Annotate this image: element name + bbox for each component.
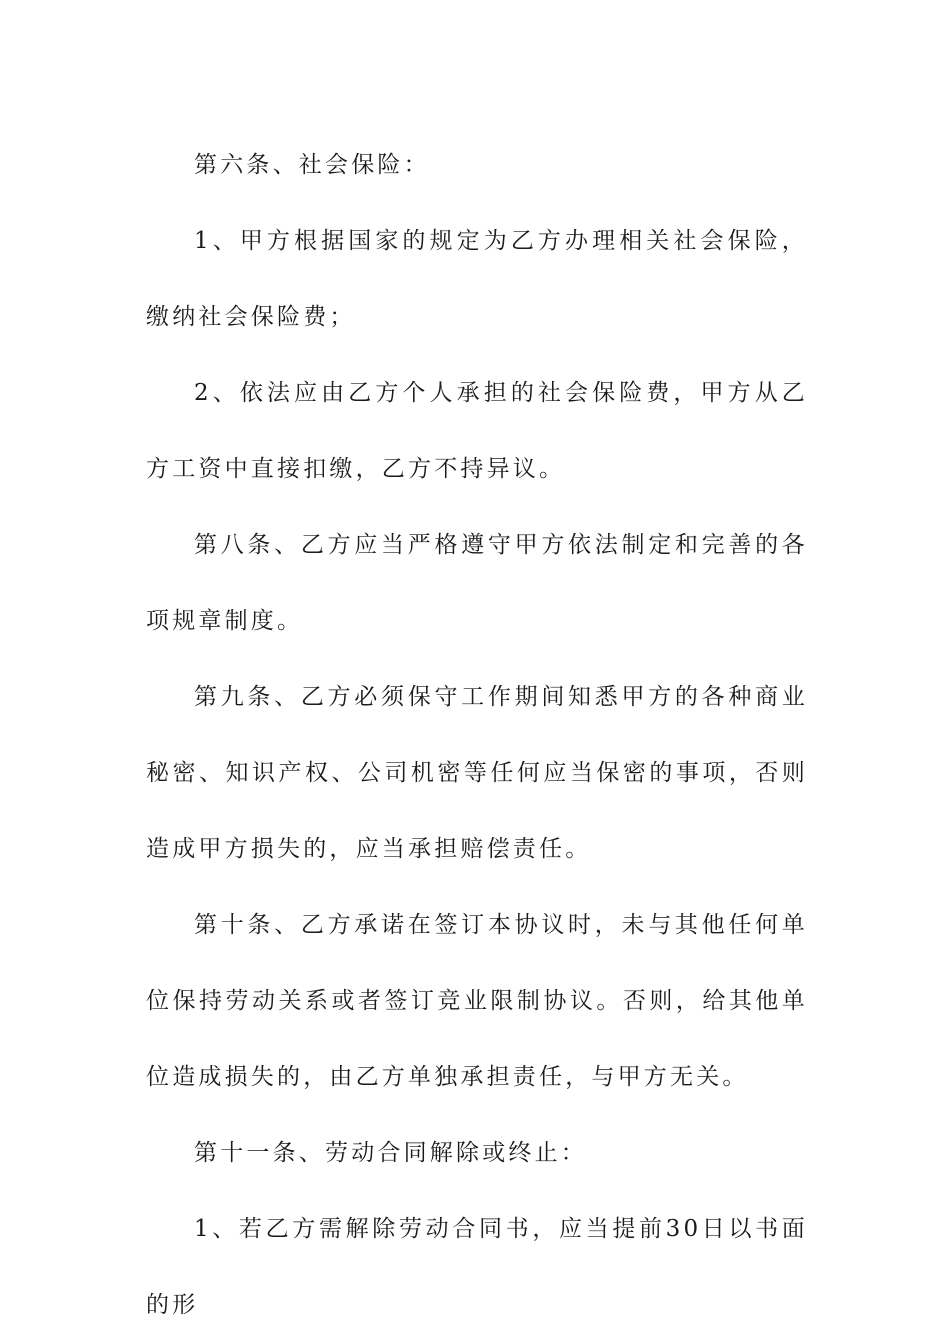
article-10: 第十条、乙方承诺在签订本协议时，未与其他任何单位保持劳动关系或者签订竞业限制协议。否则，给其他单位造成损失的，由乙方单独承担责任，与甲方无关。	[146, 912, 808, 1090]
article-6-clause-2: 2、依法应由乙方个人承担的社会保险费，甲方从乙方工资中直接扣缴，乙方不持异议。	[146, 380, 808, 482]
article-8: 第八条、乙方应当严格遵守甲方依法制定和完善的各项规章制度。	[146, 532, 808, 634]
document-body	[146, 127, 808, 1343]
article-9: 第九条、乙方必须保守工作期间知悉甲方的各种商业秘密、知识产权、公司机密等任何应当保密的事项，否则造成甲方损失的，应当承担赔偿责任。	[146, 684, 808, 862]
article-6-clause-1: 1、甲方根据国家的规定为乙方办理相关社会保险，缴纳社会保险费；	[146, 228, 808, 330]
article-11-heading: 第十一条、劳动合同解除或终止：	[194, 1140, 587, 1166]
article-6-heading: 第六条、社会保险：	[194, 152, 430, 178]
article-11-clause-1: 1、若乙方需解除劳动合同书，应当提前30日以书面的形	[146, 1216, 808, 1318]
